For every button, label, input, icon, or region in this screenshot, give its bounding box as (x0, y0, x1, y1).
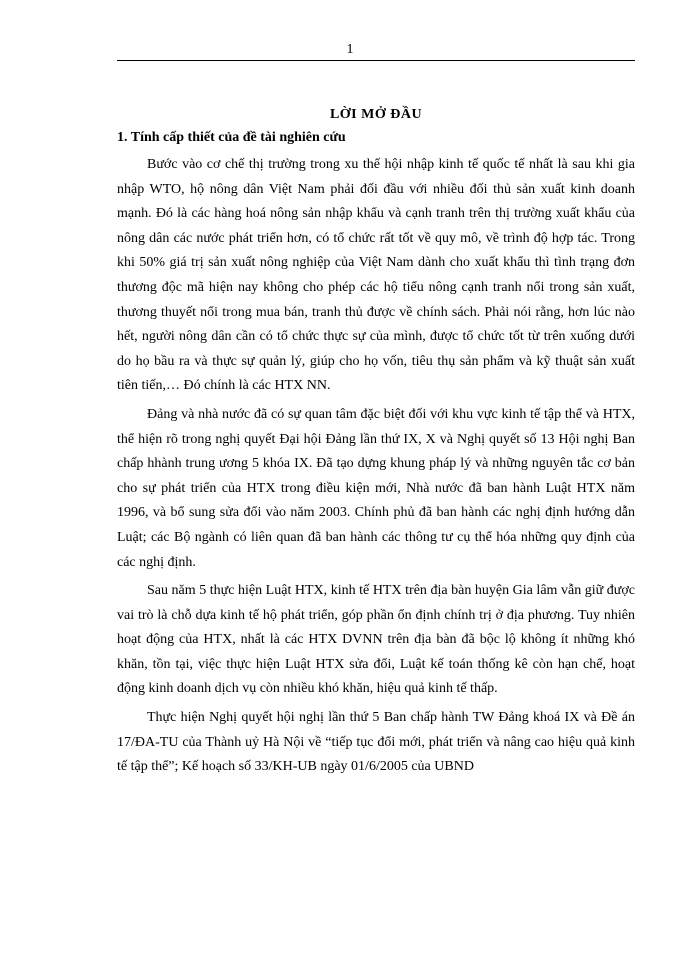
paragraph-1: Bước vào cơ chế thị trường trong xu thế hội nhập kinh tế quốc tế nhất là sau khi gia nhập WTO, hộ nông dân Việt Nam phải đối đầu với nhiều đối thủ sản xuất kinh doanh mạnh. Đó là các hàng hoá nông sản nhập khẩu và cạnh tranh trên thị trường xuất khẩu của nông dân các nước phát triển hơn, có tổ chức rất tốt về quy mô, về trình độ hợp tác. Trong khi 50% giá trị sản xuất nông nghiệp của Việt Nam dành cho xuất khẩu thì tình trạng đơn thương độc mã hiện nay không cho phép các hộ tiểu nông cạnh tranh nổi trong sản xuất, thương thuyết nổi trong mua bán, tranh thủ được về chính sách. Phải nói rằng, hơn lúc nào hết, người nông dân cần có tổ chức thực sự của mình, được tổ chức tốt từ trên xuống dưới do họ bầu ra và thực sự quản lý, giúp cho họ vốn, tiêu thụ sản phẩm và kỹ thuật sản xuất tiên tiến,… Đó chính là các HTX NN. (117, 157, 635, 394)
paragraph-4: Thực hiện Nghị quyết hội nghị lần thứ 5 Ban chấp hành TW Đảng khoá IX và Đề án 17/ĐA-TU của Thành uỷ Hà Nội về “tiếp tục đổi mới, phát triển và nâng cao hiệu quả kinh tế tập thể”; Kế hoạch số 33/KH-UB ngày 01/6/2005 của UBND (117, 710, 635, 775)
page-number: 1 (346, 42, 354, 57)
document-body (117, 104, 635, 784)
document-title: LỜI MỞ ĐẦU (329, 107, 423, 122)
paragraph-3: Sau năm 5 thực hiện Luật HTX, kinh tế HTX trên địa bàn huyện Gia lâm vẫn giữ được vai trò là chỗ dựa kinh tế hộ phát triển, góp phần ổn định chính trị ở địa phương. Tuy nhiên hoạt động của HTX, nhất là các HTX DVNN trên địa bàn đã bộc lộ không ít những khó khăn, tồn tại, việc thực hiện Luật HTX sửa đổi, Luật kế toán thống kê còn hạn chế, hoạt động kinh doanh dịch vụ còn nhiều khó khăn, hiệu quả kinh tế thấp. (117, 583, 635, 697)
paragraph-2: Đảng và nhà nước đã có sự quan tâm đặc biệt đối với khu vực kinh tế tập thể và HTX, thể hiện rõ trong nghị quyết Đại hội Đảng lần thứ IX, X và Nghị quyết số 13 Hội nghị Ban chấp hhành trung ương 5 khóa IX. Đã tạo dựng khung pháp lý và những nguyên tắc cơ bản cho sự phát triển của HTX trong điều kiện mới, Nhà nước đã ban hành Luật HTX năm 1996, và bổ sung sửa đổi vào năm 2003. Chính phủ đã ban hành các nghị định hướng dẫn Luật; các Bộ ngành có liên quan đã ban hành các thông tư cụ thể hóa những quy định của các nghị định. (117, 406, 635, 570)
section-heading: 1. Tính cấp thiết của đề tài nghiên cứu (117, 130, 346, 145)
header-divider (117, 60, 635, 61)
